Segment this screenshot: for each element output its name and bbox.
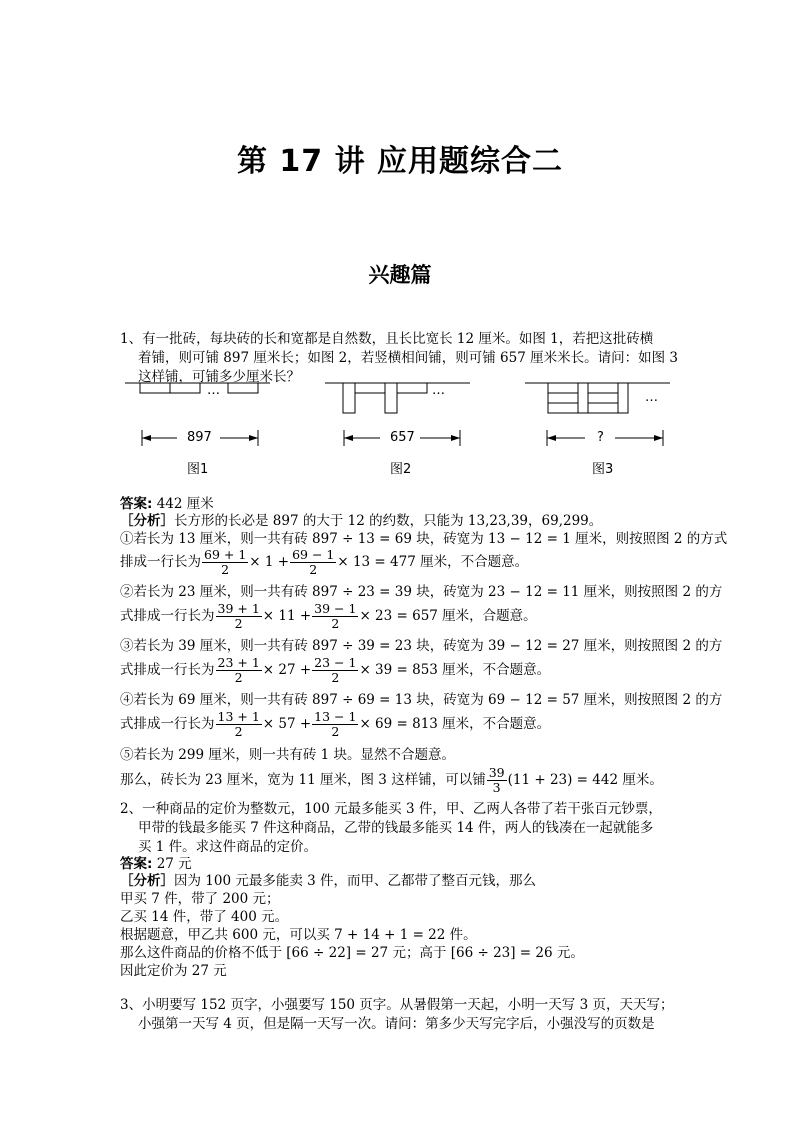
problem-2-analysis: ［分析］因为 100 元最多能卖 3 件，而甲、乙都带了整百元钱，那么: [120, 873, 537, 889]
problem-1-conclusion: 那么，砖长为 23 厘米，宽为 11 厘米，图 3 这样铺，可以铺 $\frac{39}{3}$ (11 + 23) = 442 厘米。: [120, 765, 663, 795]
problem-2-line-3: 买 1 件。求这件商品的定价。: [138, 839, 318, 855]
page-title: 第 17 讲 应用题综合二: [236, 144, 564, 179]
case-5: ⑤若长为 299 厘米，则一共有砖 1 块。显然不合题意。: [120, 747, 456, 763]
problem-2-line-1: 2、一种商品的定价为整数元，100 元最多能买 3 件，甲、乙两人各带了若干张百元钞票，: [120, 801, 662, 817]
figure-3-length: ?: [597, 430, 604, 445]
case-3-line-2: 式排成一行长为 $\frac{23 + 1}{2}$ × 27 + $\frac{23 - 1}{2}$ × 39 = 853 厘米，不合题意。: [120, 655, 551, 685]
case-3-line-1: ③若长为 39 厘米，则一共有砖 897 ÷ 39 = 23 块，砖宽为 39 − 12 = 27 厘米，则按照图 2 的方: [120, 638, 723, 654]
case-2-line-2: 式排成一行长为 $\frac{39 + 1}{2}$ × 11 + $\frac{39 - 1}{2}$ × 23 = 657 厘米，合题意。: [120, 601, 537, 631]
problem-2-answer: 答案: 27 元: [120, 856, 192, 872]
case-4-line-1: ④若长为 69 厘米，则一共有砖 897 ÷ 69 = 13 块，砖宽为 69 − 12 = 57 厘米，则按照图 2 的方: [120, 692, 723, 708]
problem-3-line-2: 小强第一天写 4 页，但是隔一天写一次。请问：第多少天写完字后，小强没写的页数是: [138, 1016, 655, 1032]
problem-2-step-2: 乙买 14 件，带了 400 元。: [120, 909, 289, 925]
section-subtitle: 兴趣篇: [368, 263, 432, 287]
case-2-line-1: ②若长为 23 厘米，则一共有砖 897 ÷ 23 = 39 块，砖宽为 23 − 12 = 11 厘米，则按照图 2 的方: [120, 584, 723, 600]
problem-3-line-1: 3、小明要写 152 页字，小强要写 150 页字。从暑假第一天起，小明一天写 3 页，天天写；: [120, 997, 674, 1013]
problem-2-step-3: 根据题意，甲乙共 600 元，可以买 7 + 14 + 1 = 22 件。: [120, 927, 477, 943]
problem-1-answer: 答案: 442 厘米: [120, 496, 214, 512]
figure-2-dots: …: [432, 383, 445, 398]
problem-2-step-1: 甲买 7 件，带了 200 元；: [120, 891, 280, 907]
problem-1-line-2: 着铺，则可铺 897 厘米长；如图 2，若竖横相间铺，则可铺 657 厘米米长。请问：如图 3: [138, 350, 678, 366]
figure-2-label: 图2: [390, 462, 412, 477]
problem-1-line-3: 这样铺，可铺多少厘米长？: [138, 369, 300, 385]
figure-1-dots: …: [207, 383, 220, 398]
problem-2-step-4: 那么这件商品的价格不低于 [66 ÷ 22] = 27 元；高于 [66 ÷ 23] = 26 元。: [120, 945, 584, 961]
figure-1-length: 897: [187, 430, 212, 445]
figure-1-label: 图1: [187, 462, 209, 477]
figure-2-length: 657: [390, 430, 415, 445]
figure-3-dots: …: [645, 390, 658, 405]
case-4-line-2: 式排成一行长为 $\frac{13 + 1}{2}$ × 57 + $\frac{13 - 1}{2}$ × 69 = 813 厘米，不合题意。: [120, 709, 551, 739]
problem-2-line-2: 甲带的钱最多能买 7 件这种商品，乙带的钱最多能买 14 件，两人的钱凑在一起就能多: [138, 820, 654, 836]
problem-2-conclusion: 因此定价为 27 元: [120, 963, 227, 979]
problem-1-analysis: ［分析］长方形的长必是 897 的大于 12 的约数，只能为 13,23,39，69,299。: [120, 513, 603, 529]
case-1-line-2: 排成一行长为 $\frac{69 + 1}{2}$ × 1 + $\frac{69 - 1}{2}$ × 13 = 477 厘米，不合题意。: [120, 547, 529, 577]
problem-1-line-1: 1、有一批砖，每块砖的长和宽都是自然数，且长比宽长 12 厘米。如图 1，若把这批砖横: [120, 331, 654, 347]
case-1-line-1: ①若长为 13 厘米，则一共有砖 897 ÷ 13 = 69 块，砖宽为 13 − 12 = 1 厘米，则按照图 2 的方式: [120, 531, 728, 547]
figure-3-label: 图3: [592, 462, 614, 477]
